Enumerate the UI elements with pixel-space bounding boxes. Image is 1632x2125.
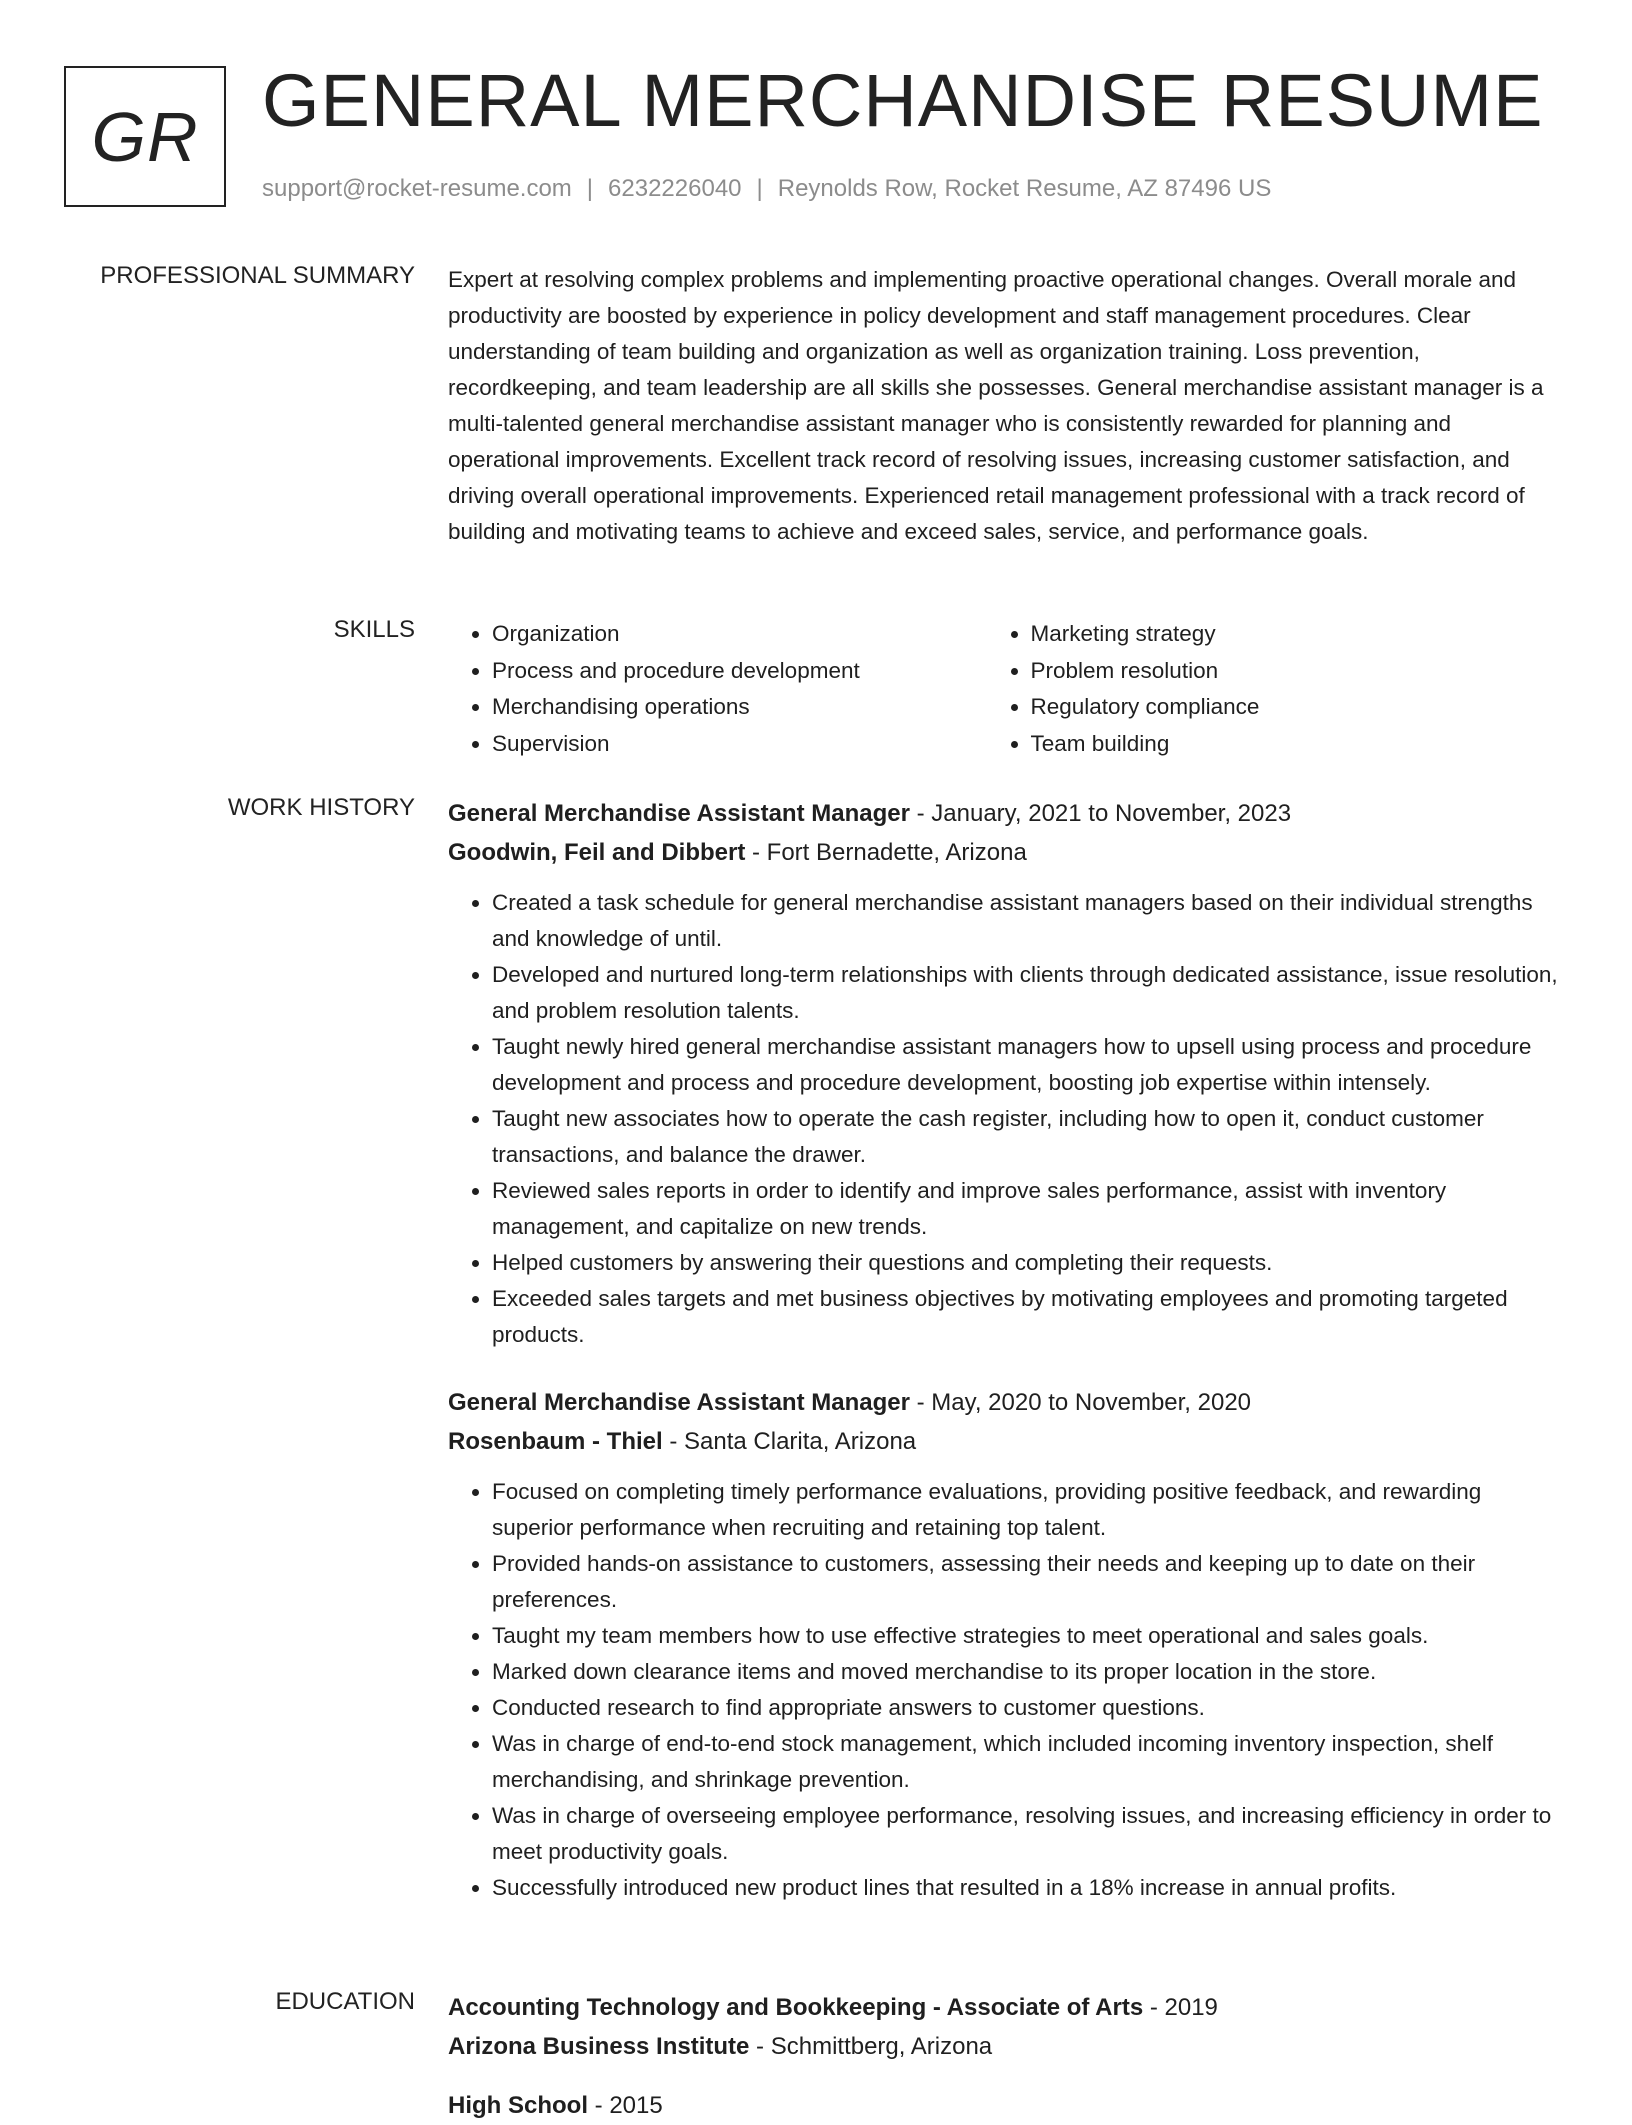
job-bullet: • Provided hands-on assistance to customers, assessing their needs and keeping up to date on their preferences. xyxy=(492,1546,1568,1618)
job-company: Goodwin, Feil and Dibbert xyxy=(448,839,746,866)
job-bullet: • Developed and nurtured long-term relationships with clients through dedicated assistance, issue resolution, and problem resolution talents. xyxy=(492,957,1568,1029)
job-bullet: • Created a task schedule for general merchandise assistant managers based on their individual strengths and knowledge of until. xyxy=(492,885,1568,957)
job-company: Rosenbaum - Thiel xyxy=(448,1428,663,1455)
skill-item: • Merchandising operations xyxy=(492,689,987,726)
education-school: Arizona Business Institute xyxy=(448,2033,750,2060)
resume-title: GENERAL MERCHANDISE RESUME xyxy=(262,59,1544,142)
education-degree-line xyxy=(448,2086,1568,2125)
contact-email[interactable]: support@rocket-resume.com xyxy=(262,175,572,202)
education-degree: High School xyxy=(448,2092,588,2119)
skill-item: • Problem resolution xyxy=(1031,653,1569,690)
job-bullet: • Was in charge of end-to-end stock management, which included incoming inventory inspection, shelf merchandising, and shrinkage prevention. xyxy=(492,1726,1568,1798)
skill-item: • Marketing strategy xyxy=(1031,616,1569,653)
job-bullet: • Helped customers by answering their questions and completing their requests. xyxy=(492,1245,1568,1281)
job-bullet: • Taught my team members how to use effective strategies to meet operational and sales goals. xyxy=(492,1618,1568,1654)
education-body xyxy=(448,1988,1568,2125)
work-history-body xyxy=(448,794,1568,1936)
skill-item: • Process and procedure development xyxy=(492,653,987,690)
job-dates: - January, 2021 to November, 2023 xyxy=(909,800,1292,827)
summary-body xyxy=(448,262,1568,550)
summary-text: Expert at resolving complex problems and implementing proactive operational changes. Overall morale and productivity are boosted by experience in policy development and staff management procedures. Clear understanding of team building and organization as well as organization training. Loss prevention, recordkeeping, and team leadership are all skills she possesses. General merchandise assistant manager is a multi-talented general merchandise assistant manager who is consistently rewarded for planning and operational improvements. Excellent track record of resolving issues, increasing customer satisfaction, and driving overall operational improvements. Experienced retail management professional with a track record of building and motivating teams to achieve and exceed sales, service, and performance goals. xyxy=(448,267,1544,544)
job-bullets xyxy=(448,885,1568,1353)
job-company-line xyxy=(448,833,1568,872)
job-bullet: • Successfully introduced new product lines that resulted in a 18% increase in annual profits. xyxy=(492,1870,1568,1906)
contact-separator: | xyxy=(586,175,594,202)
education-school-line xyxy=(448,2027,1568,2066)
job-entry xyxy=(448,1383,1568,1906)
job-bullet: • Marked down clearance items and moved merchandise to its proper location in the store. xyxy=(492,1654,1568,1690)
job-bullet: • Taught newly hired general merchandise assistant managers how to upsell using process and procedure development and process and procedure development, boosting job expertise within intensely. xyxy=(492,1029,1568,1101)
job-title: General Merchandise Assistant Manager xyxy=(448,800,910,827)
job-bullet: • Focused on completing timely performance evaluations, providing positive feedback, and rewarding superior performance when recruiting and retaining top talent. xyxy=(492,1474,1568,1546)
job-title-line xyxy=(448,1383,1568,1422)
job-bullet: • Conducted research to find appropriate answers to customer questions. xyxy=(492,1690,1568,1726)
job-dates: - May, 2020 to November, 2020 xyxy=(909,1389,1252,1416)
education-degree: Accounting Technology and Bookkeeping - Associate of Arts xyxy=(448,1994,1144,2021)
education-degree-line xyxy=(448,1988,1568,2027)
job-entry xyxy=(448,794,1568,1353)
contact-address: Reynolds Row, Rocket Resume, AZ 87496 US xyxy=(777,175,1272,202)
skill-item: • Regulatory compliance xyxy=(1031,689,1569,726)
section-label-work-history: WORK HISTORY xyxy=(227,794,415,821)
education-location: - Schmittberg, Arizona xyxy=(749,2033,993,2060)
skills-list xyxy=(448,616,1568,762)
job-bullets xyxy=(448,1474,1568,1906)
skill-item: • Supervision xyxy=(492,726,987,763)
job-bullet: • Exceeded sales targets and met business objectives by motivating employees and promoting targeted products. xyxy=(492,1281,1568,1353)
job-location: - Fort Bernadette, Arizona xyxy=(745,839,1027,866)
skill-item: • Team building xyxy=(1031,726,1569,763)
contact-phone[interactable]: 6232226040 xyxy=(608,175,742,202)
skills-column-2 xyxy=(987,616,1569,762)
job-location: - Santa Clarita, Arizona xyxy=(662,1428,917,1455)
section-label-skills: SKILLS xyxy=(333,616,415,643)
education-year: - 2015 xyxy=(588,2092,663,2119)
contact-separator: | xyxy=(756,175,763,202)
job-bullet: • Reviewed sales reports in order to identify and improve sales performance, assist with inventory management, and capitalize on new trends. xyxy=(492,1173,1568,1245)
job-bullet: • Was in charge of overseeing employee performance, resolving issues, and increasing efficiency in order to meet productivity goals. xyxy=(492,1798,1568,1870)
section-label-summary: PROFESSIONAL SUMMARY xyxy=(100,262,415,289)
job-bullet: • Taught new associates how to operate the cash register, including how to open it, conduct customer transactions, and balance the drawer. xyxy=(492,1101,1568,1173)
job-title-line xyxy=(448,794,1568,833)
job-company-line xyxy=(448,1422,1568,1461)
contact-line xyxy=(262,175,1271,203)
section-label-education: EDUCATION xyxy=(275,1988,415,2015)
skills-column-1 xyxy=(448,616,987,762)
job-title: General Merchandise Assistant Manager xyxy=(448,1389,910,1416)
skill-item: • Organization xyxy=(492,616,987,653)
education-year: - 2019 xyxy=(1143,1994,1218,2021)
monogram-logo: GR xyxy=(64,66,226,207)
